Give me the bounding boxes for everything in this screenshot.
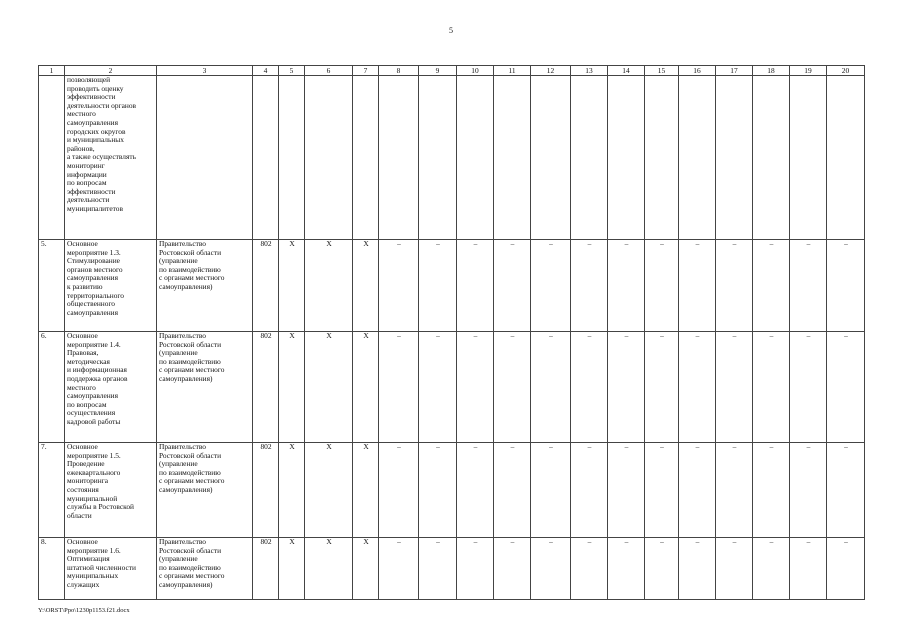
column-number-cell: 1 <box>39 66 65 76</box>
value-cell: – <box>790 538 827 600</box>
value-cell: – <box>608 443 645 538</box>
value-cell: – <box>827 240 865 332</box>
value-cell: – <box>494 443 531 538</box>
value-cell <box>494 76 531 240</box>
budget-code-cell <box>253 76 279 240</box>
table-row <box>39 538 865 600</box>
row-number-cell <box>39 76 65 240</box>
column-number-cell: 7 <box>353 66 379 76</box>
value-cell: – <box>716 443 753 538</box>
budget-code-cell: 802 <box>253 538 279 600</box>
column-number-cell: 19 <box>790 66 827 76</box>
mark-cell: Х <box>353 332 379 443</box>
value-cell: – <box>716 538 753 600</box>
mark-cell: Х <box>305 332 353 443</box>
column-number-cell: 10 <box>457 66 494 76</box>
value-cell: – <box>716 240 753 332</box>
value-cell: – <box>753 443 790 538</box>
column-number-cell: 6 <box>305 66 353 76</box>
value-cell: – <box>716 332 753 443</box>
mark-cell: Х <box>353 240 379 332</box>
table-row <box>39 443 865 538</box>
value-cell <box>419 76 457 240</box>
row-number-cell: 6. <box>39 332 65 443</box>
value-cell: – <box>679 443 716 538</box>
column-number-cell: 8 <box>379 66 419 76</box>
table-row <box>39 240 865 332</box>
value-cell: – <box>571 332 608 443</box>
column-number-cell: 2 <box>65 66 157 76</box>
mark-cell <box>353 76 379 240</box>
value-cell: – <box>531 332 571 443</box>
value-cell <box>790 76 827 240</box>
mark-cell: Х <box>305 443 353 538</box>
value-cell <box>645 76 679 240</box>
value-cell: – <box>608 240 645 332</box>
value-cell: – <box>419 332 457 443</box>
executor-cell <box>157 76 253 240</box>
mark-cell <box>279 76 305 240</box>
column-number-cell: 17 <box>716 66 753 76</box>
value-cell: – <box>419 538 457 600</box>
value-cell: – <box>645 332 679 443</box>
executor-cell: Правительство Ростовской области (управление по взаимодействию с органами местного самоуправления) <box>157 443 253 538</box>
column-number-cell: 3 <box>157 66 253 76</box>
value-cell: – <box>827 332 865 443</box>
value-cell: – <box>531 240 571 332</box>
column-number-cell: 16 <box>679 66 716 76</box>
mark-cell: Х <box>279 332 305 443</box>
value-cell: – <box>790 332 827 443</box>
value-cell <box>379 76 419 240</box>
value-cell: – <box>379 443 419 538</box>
column-number-cell: 4 <box>253 66 279 76</box>
value-cell: – <box>645 443 679 538</box>
mark-cell: Х <box>279 538 305 600</box>
column-number-cell: 18 <box>753 66 790 76</box>
activity-name-cell: позволяющей проводить оценку эффективности деятельности органов местного самоуправления городских округов и муниципальных районов, а также осуществлять мониторинг информации по вопросам эффективности деятельности муниципалитетов <box>65 76 157 240</box>
mark-cell: Х <box>353 538 379 600</box>
file-path-footer: Y:\ORST\Ppo\1230p1153.f21.docx <box>38 607 130 614</box>
value-cell: – <box>419 443 457 538</box>
mark-cell: Х <box>279 240 305 332</box>
value-cell: – <box>494 332 531 443</box>
value-cell: – <box>679 240 716 332</box>
value-cell <box>716 76 753 240</box>
value-cell: – <box>494 240 531 332</box>
table-row <box>39 332 865 443</box>
budget-code-cell: 802 <box>253 443 279 538</box>
executor-cell: Правительство Ростовской области (управление по взаимодействию с органами местного самоуправления) <box>157 240 253 332</box>
value-cell: – <box>457 240 494 332</box>
column-number-cell: 12 <box>531 66 571 76</box>
value-cell: – <box>571 538 608 600</box>
table-row <box>39 76 865 240</box>
activity-name-cell: Основное мероприятие 1.6. Оптимизация штатной численности муниципальных служащих <box>65 538 157 600</box>
value-cell <box>531 76 571 240</box>
value-cell: – <box>419 240 457 332</box>
activity-name-cell: Основное мероприятие 1.5. Проведение ежеквартального мониторинга состояния муниципальной службы в Ростовской области <box>65 443 157 538</box>
budget-code-cell: 802 <box>253 332 279 443</box>
budget-table <box>38 65 865 600</box>
row-number-cell: 8. <box>39 538 65 600</box>
value-cell: – <box>457 332 494 443</box>
value-cell: – <box>827 538 865 600</box>
value-cell: – <box>531 443 571 538</box>
value-cell: – <box>457 443 494 538</box>
activity-name-cell: Основное мероприятие 1.4. Правовая, методическая и информационная поддержка органов местного самоуправления по вопросам осуществления кадровой работы <box>65 332 157 443</box>
value-cell <box>827 76 865 240</box>
row-number-cell: 5. <box>39 240 65 332</box>
value-cell: – <box>679 538 716 600</box>
column-number-cell: 11 <box>494 66 531 76</box>
mark-cell <box>305 76 353 240</box>
mark-cell: Х <box>353 443 379 538</box>
column-number-cell: 13 <box>571 66 608 76</box>
budget-code-cell: 802 <box>253 240 279 332</box>
value-cell: – <box>608 538 645 600</box>
column-number-cell: 20 <box>827 66 865 76</box>
value-cell: – <box>753 538 790 600</box>
value-cell: – <box>645 538 679 600</box>
value-cell <box>571 76 608 240</box>
value-cell: – <box>379 538 419 600</box>
mark-cell: Х <box>305 240 353 332</box>
column-number-row <box>39 66 865 76</box>
value-cell: – <box>379 332 419 443</box>
value-cell: – <box>753 240 790 332</box>
executor-cell: Правительство Ростовской области (управление по взаимодействию с органами местного самоуправления) <box>157 332 253 443</box>
value-cell: – <box>827 443 865 538</box>
value-cell: – <box>608 332 645 443</box>
value-cell: – <box>790 443 827 538</box>
value-cell: – <box>679 332 716 443</box>
mark-cell: Х <box>305 538 353 600</box>
value-cell: – <box>790 240 827 332</box>
column-number-cell: 5 <box>279 66 305 76</box>
value-cell: – <box>571 443 608 538</box>
activity-name-cell: Основное мероприятие 1.3. Стимулирование органов местного самоуправления к развитию территориального общественного самоуправления <box>65 240 157 332</box>
mark-cell: Х <box>279 443 305 538</box>
value-cell: – <box>571 240 608 332</box>
page-number: 5 <box>449 26 453 35</box>
value-cell: – <box>457 538 494 600</box>
value-cell <box>457 76 494 240</box>
value-cell: – <box>379 240 419 332</box>
value-cell <box>679 76 716 240</box>
executor-cell: Правительство Ростовской области (управление по взаимодействию с органами местного самоуправления) <box>157 538 253 600</box>
value-cell: – <box>645 240 679 332</box>
column-number-cell: 14 <box>608 66 645 76</box>
column-number-cell: 15 <box>645 66 679 76</box>
column-number-cell: 9 <box>419 66 457 76</box>
value-cell: – <box>531 538 571 600</box>
value-cell <box>753 76 790 240</box>
row-number-cell: 7. <box>39 443 65 538</box>
value-cell <box>608 76 645 240</box>
value-cell: – <box>753 332 790 443</box>
value-cell: – <box>494 538 531 600</box>
